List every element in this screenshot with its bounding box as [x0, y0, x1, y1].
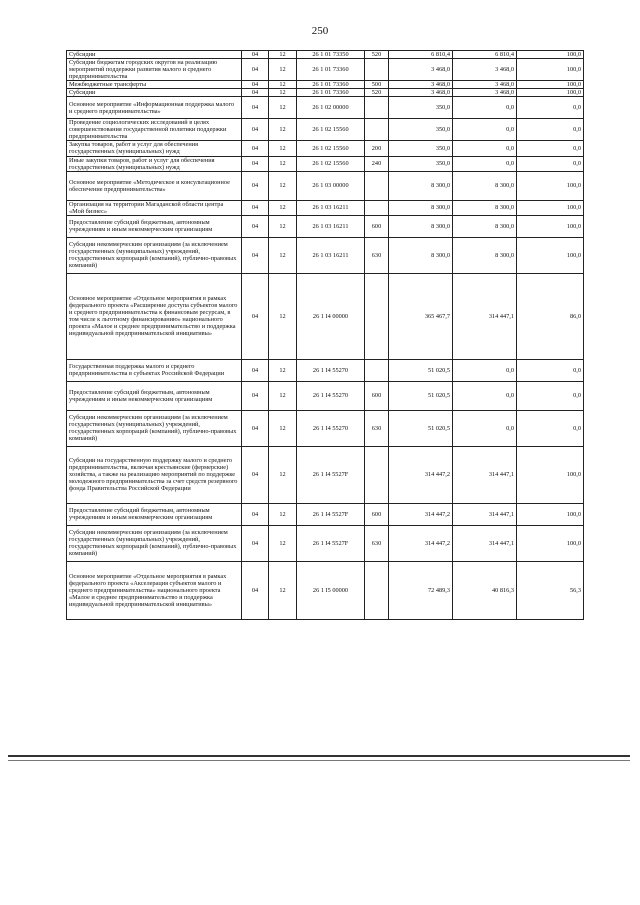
row-expense-type: [365, 59, 389, 81]
table-row: [67, 215, 584, 237]
row-expense-type: [365, 446, 389, 503]
row-executed-amount: 8 300,0: [453, 200, 517, 215]
table-row: [67, 381, 584, 410]
row-target-code: 26 1 I4 55270: [297, 381, 365, 410]
table-row: [67, 237, 584, 273]
row-executed-amount: 314 447,1: [453, 503, 517, 525]
row-section: 04: [242, 171, 269, 200]
row-subsection: 12: [269, 237, 297, 273]
row-name: Закупка товаров, работ и услуг для обеспечения государственных (муниципальных) нужд: [67, 141, 242, 156]
row-section: 04: [242, 89, 269, 97]
row-percent: 100,0: [517, 81, 584, 89]
row-name: Предоставление субсидий бюджетным, автономным учреждениям и иным некоммерческим организациям: [67, 215, 242, 237]
row-subsection: 12: [269, 97, 297, 119]
table-row: [67, 156, 584, 171]
row-percent: 100,0: [517, 446, 584, 503]
row-target-code: 26 1 02 00000: [297, 97, 365, 119]
row-name: Межбюджетные трансферты: [67, 81, 242, 89]
row-plan-amount: 6 810,4: [389, 51, 453, 59]
row-expense-type: 200: [365, 141, 389, 156]
row-expense-type: [365, 200, 389, 215]
row-section: 04: [242, 503, 269, 525]
table-row: [67, 97, 584, 119]
row-expense-type: 630: [365, 410, 389, 446]
row-percent: 100,0: [517, 237, 584, 273]
row-executed-amount: 6 810,4: [453, 51, 517, 59]
row-name: Иные закупки товаров, работ и услуг для обеспечения государственных (муниципальных) нужд: [67, 156, 242, 171]
row-plan-amount: 314 447,2: [389, 446, 453, 503]
row-subsection: 12: [269, 215, 297, 237]
row-target-code: 26 1 02 15560: [297, 141, 365, 156]
row-executed-amount: 8 300,0: [453, 171, 517, 200]
table-row: [67, 503, 584, 525]
row-percent: 0,0: [517, 381, 584, 410]
table-row: [67, 525, 584, 561]
row-percent: 0,0: [517, 156, 584, 171]
row-name: Основное мероприятие «Методическое и консультационное обеспечение предпринимательства»: [67, 171, 242, 200]
row-subsection: 12: [269, 446, 297, 503]
row-plan-amount: 3 468,0: [389, 89, 453, 97]
row-subsection: 12: [269, 119, 297, 141]
row-name: Проведение социологических исследований в целях совершенствования государственной политики поддержки предпринимательства: [67, 119, 242, 141]
row-plan-amount: 8 300,0: [389, 200, 453, 215]
page-number: 250: [311, 25, 329, 37]
row-percent: 100,0: [517, 51, 584, 59]
row-subsection: 12: [269, 410, 297, 446]
row-section: 04: [242, 381, 269, 410]
row-expense-type: 600: [365, 215, 389, 237]
row-name: Основное мероприятие «Отдельное мероприятия в рамках федерального проекта «Расширение доступа субъектов малого и среднего предпринимательства к финансовым ресурсам, в том числе к льготному финансированию» национального проекта «Малое и среднее предпринимательство и поддержка индивидуальной предпринимательской инициативы»: [67, 273, 242, 359]
row-target-code: 26 1 02 15560: [297, 156, 365, 171]
row-name: Предоставление субсидий бюджетным, автономным учреждениям и иным некоммерческим организациям: [67, 503, 242, 525]
row-target-code: 26 1 I5 00000: [297, 561, 365, 619]
row-plan-amount: 8 300,0: [389, 171, 453, 200]
table-row: [67, 171, 584, 200]
row-percent: 100,0: [517, 59, 584, 81]
row-subsection: 12: [269, 561, 297, 619]
row-executed-amount: 314 447,1: [453, 446, 517, 503]
row-subsection: 12: [269, 200, 297, 215]
row-percent: 0,0: [517, 141, 584, 156]
row-plan-amount: 350,0: [389, 119, 453, 141]
row-plan-amount: 51 020,5: [389, 381, 453, 410]
row-subsection: 12: [269, 51, 297, 59]
row-executed-amount: 3 468,0: [453, 81, 517, 89]
row-target-code: 26 1 03 00000: [297, 171, 365, 200]
row-section: 04: [242, 410, 269, 446]
row-expense-type: [365, 273, 389, 359]
row-expense-type: 520: [365, 89, 389, 97]
row-target-code: 26 1 I4 5527F: [297, 503, 365, 525]
row-expense-type: 240: [365, 156, 389, 171]
row-target-code: 26 1 03 16211: [297, 215, 365, 237]
row-target-code: 26 1 I4 00000: [297, 273, 365, 359]
row-section: 04: [242, 237, 269, 273]
row-plan-amount: 314 447,2: [389, 503, 453, 525]
table-row: [67, 89, 584, 97]
row-subsection: 12: [269, 503, 297, 525]
row-subsection: 12: [269, 89, 297, 97]
row-plan-amount: 3 468,0: [389, 59, 453, 81]
row-expense-type: [365, 359, 389, 381]
budget-table: [66, 50, 584, 620]
row-plan-amount: 51 020,5: [389, 359, 453, 381]
row-executed-amount: 3 468,0: [453, 59, 517, 81]
row-expense-type: [365, 561, 389, 619]
row-section: 04: [242, 273, 269, 359]
row-subsection: 12: [269, 156, 297, 171]
row-name: Субсидии: [67, 89, 242, 97]
row-expense-type: [365, 97, 389, 119]
row-executed-amount: 0,0: [453, 359, 517, 381]
row-section: 04: [242, 156, 269, 171]
row-name: Субсидии на государственную поддержку малого и среднего предпринимательства, включая крестьянские (фермерские) хозяйства, а также на реализацию мероприятий по поддержке молодежного предпринимательства за счет средств резервного фонда Правительства Российской Федерации: [67, 446, 242, 503]
row-expense-type: [365, 119, 389, 141]
row-name: Государственная поддержка малого и среднего предпринимательства в субъектах Российской Федерации: [67, 359, 242, 381]
row-subsection: 12: [269, 525, 297, 561]
row-expense-type: [365, 171, 389, 200]
row-percent: 100,0: [517, 171, 584, 200]
row-target-code: 26 1 02 15560: [297, 119, 365, 141]
row-percent: 56,3: [517, 561, 584, 619]
row-section: 04: [242, 59, 269, 81]
row-plan-amount: 350,0: [389, 156, 453, 171]
row-expense-type: 630: [365, 237, 389, 273]
row-target-code: 26 1 03 16211: [297, 200, 365, 215]
row-executed-amount: 0,0: [453, 381, 517, 410]
row-name: Субсидии: [67, 51, 242, 59]
row-plan-amount: 314 447,2: [389, 525, 453, 561]
row-percent: 100,0: [517, 525, 584, 561]
row-target-code: 26 1 I4 55270: [297, 359, 365, 381]
row-executed-amount: 3 468,0: [453, 89, 517, 97]
row-section: 04: [242, 141, 269, 156]
row-expense-type: 600: [365, 503, 389, 525]
row-subsection: 12: [269, 273, 297, 359]
row-subsection: 12: [269, 381, 297, 410]
row-section: 04: [242, 446, 269, 503]
row-percent: 100,0: [517, 200, 584, 215]
row-target-code: 26 1 01 73360: [297, 81, 365, 89]
row-plan-amount: 350,0: [389, 141, 453, 156]
row-percent: 0,0: [517, 410, 584, 446]
row-section: 04: [242, 51, 269, 59]
row-expense-type: 500: [365, 81, 389, 89]
table-row: [67, 59, 584, 81]
row-expense-type: 600: [365, 381, 389, 410]
row-target-code: 26 1 01 73360: [297, 59, 365, 81]
row-section: 04: [242, 119, 269, 141]
table-row: [67, 273, 584, 359]
table-row: [67, 410, 584, 446]
row-subsection: 12: [269, 81, 297, 89]
row-percent: 0,0: [517, 119, 584, 141]
row-target-code: 26 1 01 73360: [297, 89, 365, 97]
table-row: [67, 81, 584, 89]
row-target-code: 26 1 01 73350: [297, 51, 365, 59]
row-name: Субсидии некоммерческим организациям (за исключением государственных (муниципальных) учреждений, государственных корпораций (компаний), публично-правовых компаний): [67, 237, 242, 273]
row-name: Организация на территории Магаданской области центра «Мой бизнес»: [67, 200, 242, 215]
row-executed-amount: 314 447,1: [453, 273, 517, 359]
row-expense-type: 520: [365, 51, 389, 59]
row-plan-amount: 3 468,0: [389, 81, 453, 89]
row-name: Субсидии бюджетам городских округов на реализацию мероприятий поддержки развития малого и среднего предпринимательства: [67, 59, 242, 81]
row-executed-amount: 0,0: [453, 141, 517, 156]
row-percent: 100,0: [517, 215, 584, 237]
row-section: 04: [242, 561, 269, 619]
row-plan-amount: 72 489,3: [389, 561, 453, 619]
row-target-code: 26 1 I4 55270: [297, 410, 365, 446]
footer-rule-thin: [8, 760, 630, 761]
table-row: [67, 359, 584, 381]
row-section: 04: [242, 525, 269, 561]
row-section: 04: [242, 97, 269, 119]
row-plan-amount: 365 467,7: [389, 273, 453, 359]
table-row: [67, 446, 584, 503]
row-section: 04: [242, 81, 269, 89]
footer-rule: [8, 755, 630, 757]
row-plan-amount: 8 300,0: [389, 215, 453, 237]
row-percent: 0,0: [517, 359, 584, 381]
row-name: Субсидии некоммерческим организациям (за исключением государственных (муниципальных) учреждений, государственных корпораций (компаний), публично-правовых компаний): [67, 410, 242, 446]
row-percent: 86,0: [517, 273, 584, 359]
row-executed-amount: 0,0: [453, 97, 517, 119]
row-name: Основное мероприятие «Отдельное мероприятия в рамках федерального проекта «Акселерация субъектов малого и среднего предпринимательства» национального проекта «Малое и среднее предпринимательство и поддержка индивидуальной предпринимательской инициативы»: [67, 561, 242, 619]
row-section: 04: [242, 200, 269, 215]
row-target-code: 26 1 03 16211: [297, 237, 365, 273]
row-executed-amount: 0,0: [453, 156, 517, 171]
row-target-code: 26 1 I4 5527F: [297, 525, 365, 561]
row-plan-amount: 350,0: [389, 97, 453, 119]
table-row: [67, 119, 584, 141]
row-subsection: 12: [269, 141, 297, 156]
row-percent: 0,0: [517, 97, 584, 119]
row-executed-amount: 0,0: [453, 119, 517, 141]
row-percent: 100,0: [517, 503, 584, 525]
row-percent: 100,0: [517, 89, 584, 97]
row-section: 04: [242, 215, 269, 237]
table-row: [67, 200, 584, 215]
row-executed-amount: 40 816,3: [453, 561, 517, 619]
row-section: 04: [242, 359, 269, 381]
row-target-code: 26 1 I4 5527F: [297, 446, 365, 503]
row-subsection: 12: [269, 359, 297, 381]
row-executed-amount: 8 300,0: [453, 237, 517, 273]
row-expense-type: 630: [365, 525, 389, 561]
row-executed-amount: 8 300,0: [453, 215, 517, 237]
row-executed-amount: 0,0: [453, 410, 517, 446]
row-executed-amount: 314 447,1: [453, 525, 517, 561]
row-subsection: 12: [269, 59, 297, 81]
row-name: Субсидии некоммерческим организациям (за исключением государственных (муниципальных) учреждений, государственных корпораций (компаний), публично-правовых компаний): [67, 525, 242, 561]
row-name: Основное мероприятие «Информационная поддержка малого и среднего предпринимательства»: [67, 97, 242, 119]
row-name: Предоставление субсидий бюджетным, автономным учреждениям и иным некоммерческим организациям: [67, 381, 242, 410]
table-row: [67, 561, 584, 619]
table-row: [67, 51, 584, 59]
table-row: [67, 141, 584, 156]
row-plan-amount: 51 020,5: [389, 410, 453, 446]
row-subsection: 12: [269, 171, 297, 200]
row-plan-amount: 8 300,0: [389, 237, 453, 273]
